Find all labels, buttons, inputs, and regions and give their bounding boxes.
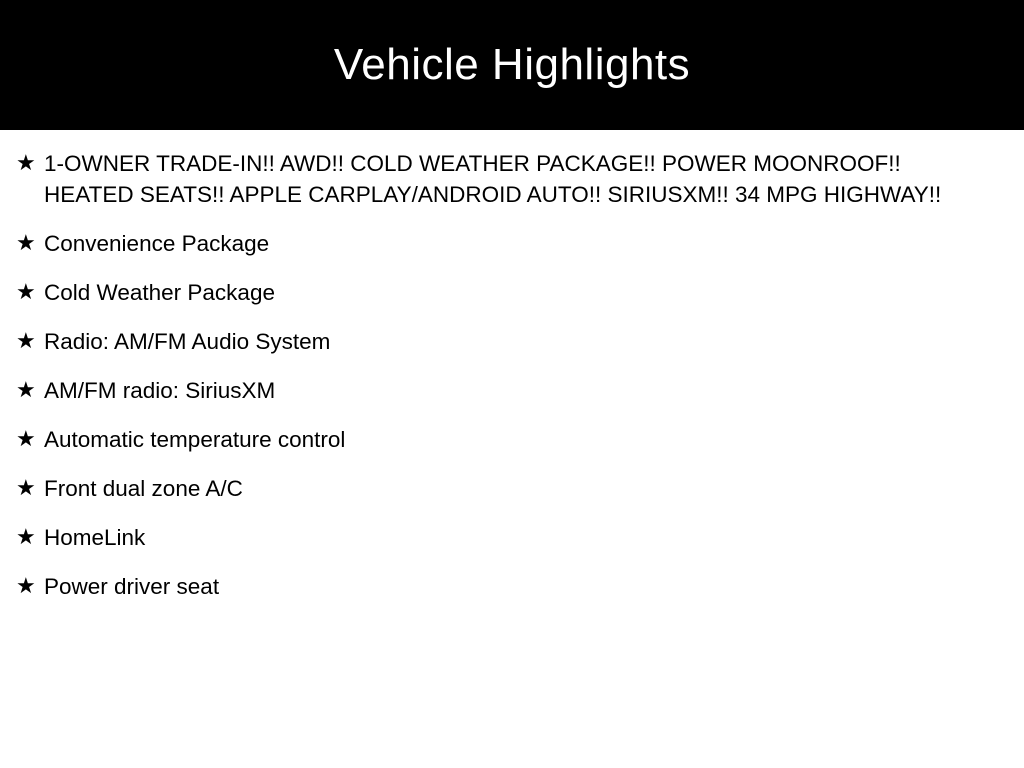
list-item-label: 1-OWNER TRADE-IN!! AWD!! COLD WEATHER PACKAGE!! POWER MOONROOF!! HEATED SEATS!! APPLE CARPLAY/ANDROID AUTO!! SIRIUSXM!! 34 MPG HIGHWAY!! [44, 151, 942, 207]
highlights-list [0, 130, 1024, 602]
list-item-label: Automatic temperature control [44, 427, 346, 452]
list-item [14, 148, 996, 210]
page-header [0, 0, 1024, 130]
star-bullet-icon: ★ [16, 524, 36, 549]
list-item [14, 326, 996, 357]
star-bullet-icon: ★ [16, 230, 36, 255]
star-bullet-icon: ★ [16, 475, 36, 500]
star-bullet-icon: ★ [16, 426, 36, 451]
list-item [14, 571, 996, 602]
star-bullet-icon: ★ [16, 573, 36, 598]
list-item-label: HomeLink [44, 525, 146, 550]
list-item [14, 424, 996, 455]
list-item [14, 228, 996, 259]
list-item [14, 473, 996, 504]
list-item [14, 375, 996, 406]
star-bullet-icon: ★ [16, 377, 36, 402]
list-item-label: Power driver seat [44, 574, 220, 599]
star-bullet-icon: ★ [16, 150, 36, 175]
star-bullet-icon: ★ [16, 328, 36, 353]
list-item-label: Cold Weather Package [44, 280, 275, 305]
list-item-label: Convenience Package [44, 231, 270, 256]
page-title: Vehicle Highlights [333, 39, 691, 89]
list-item-label: Radio: AM/FM Audio System [44, 329, 331, 354]
list-item [14, 522, 996, 553]
list-item-label: Front dual zone A/C [44, 476, 243, 501]
star-bullet-icon: ★ [16, 279, 36, 304]
list-item-label: AM/FM radio: SiriusXM [44, 378, 276, 403]
list-item [14, 277, 996, 308]
